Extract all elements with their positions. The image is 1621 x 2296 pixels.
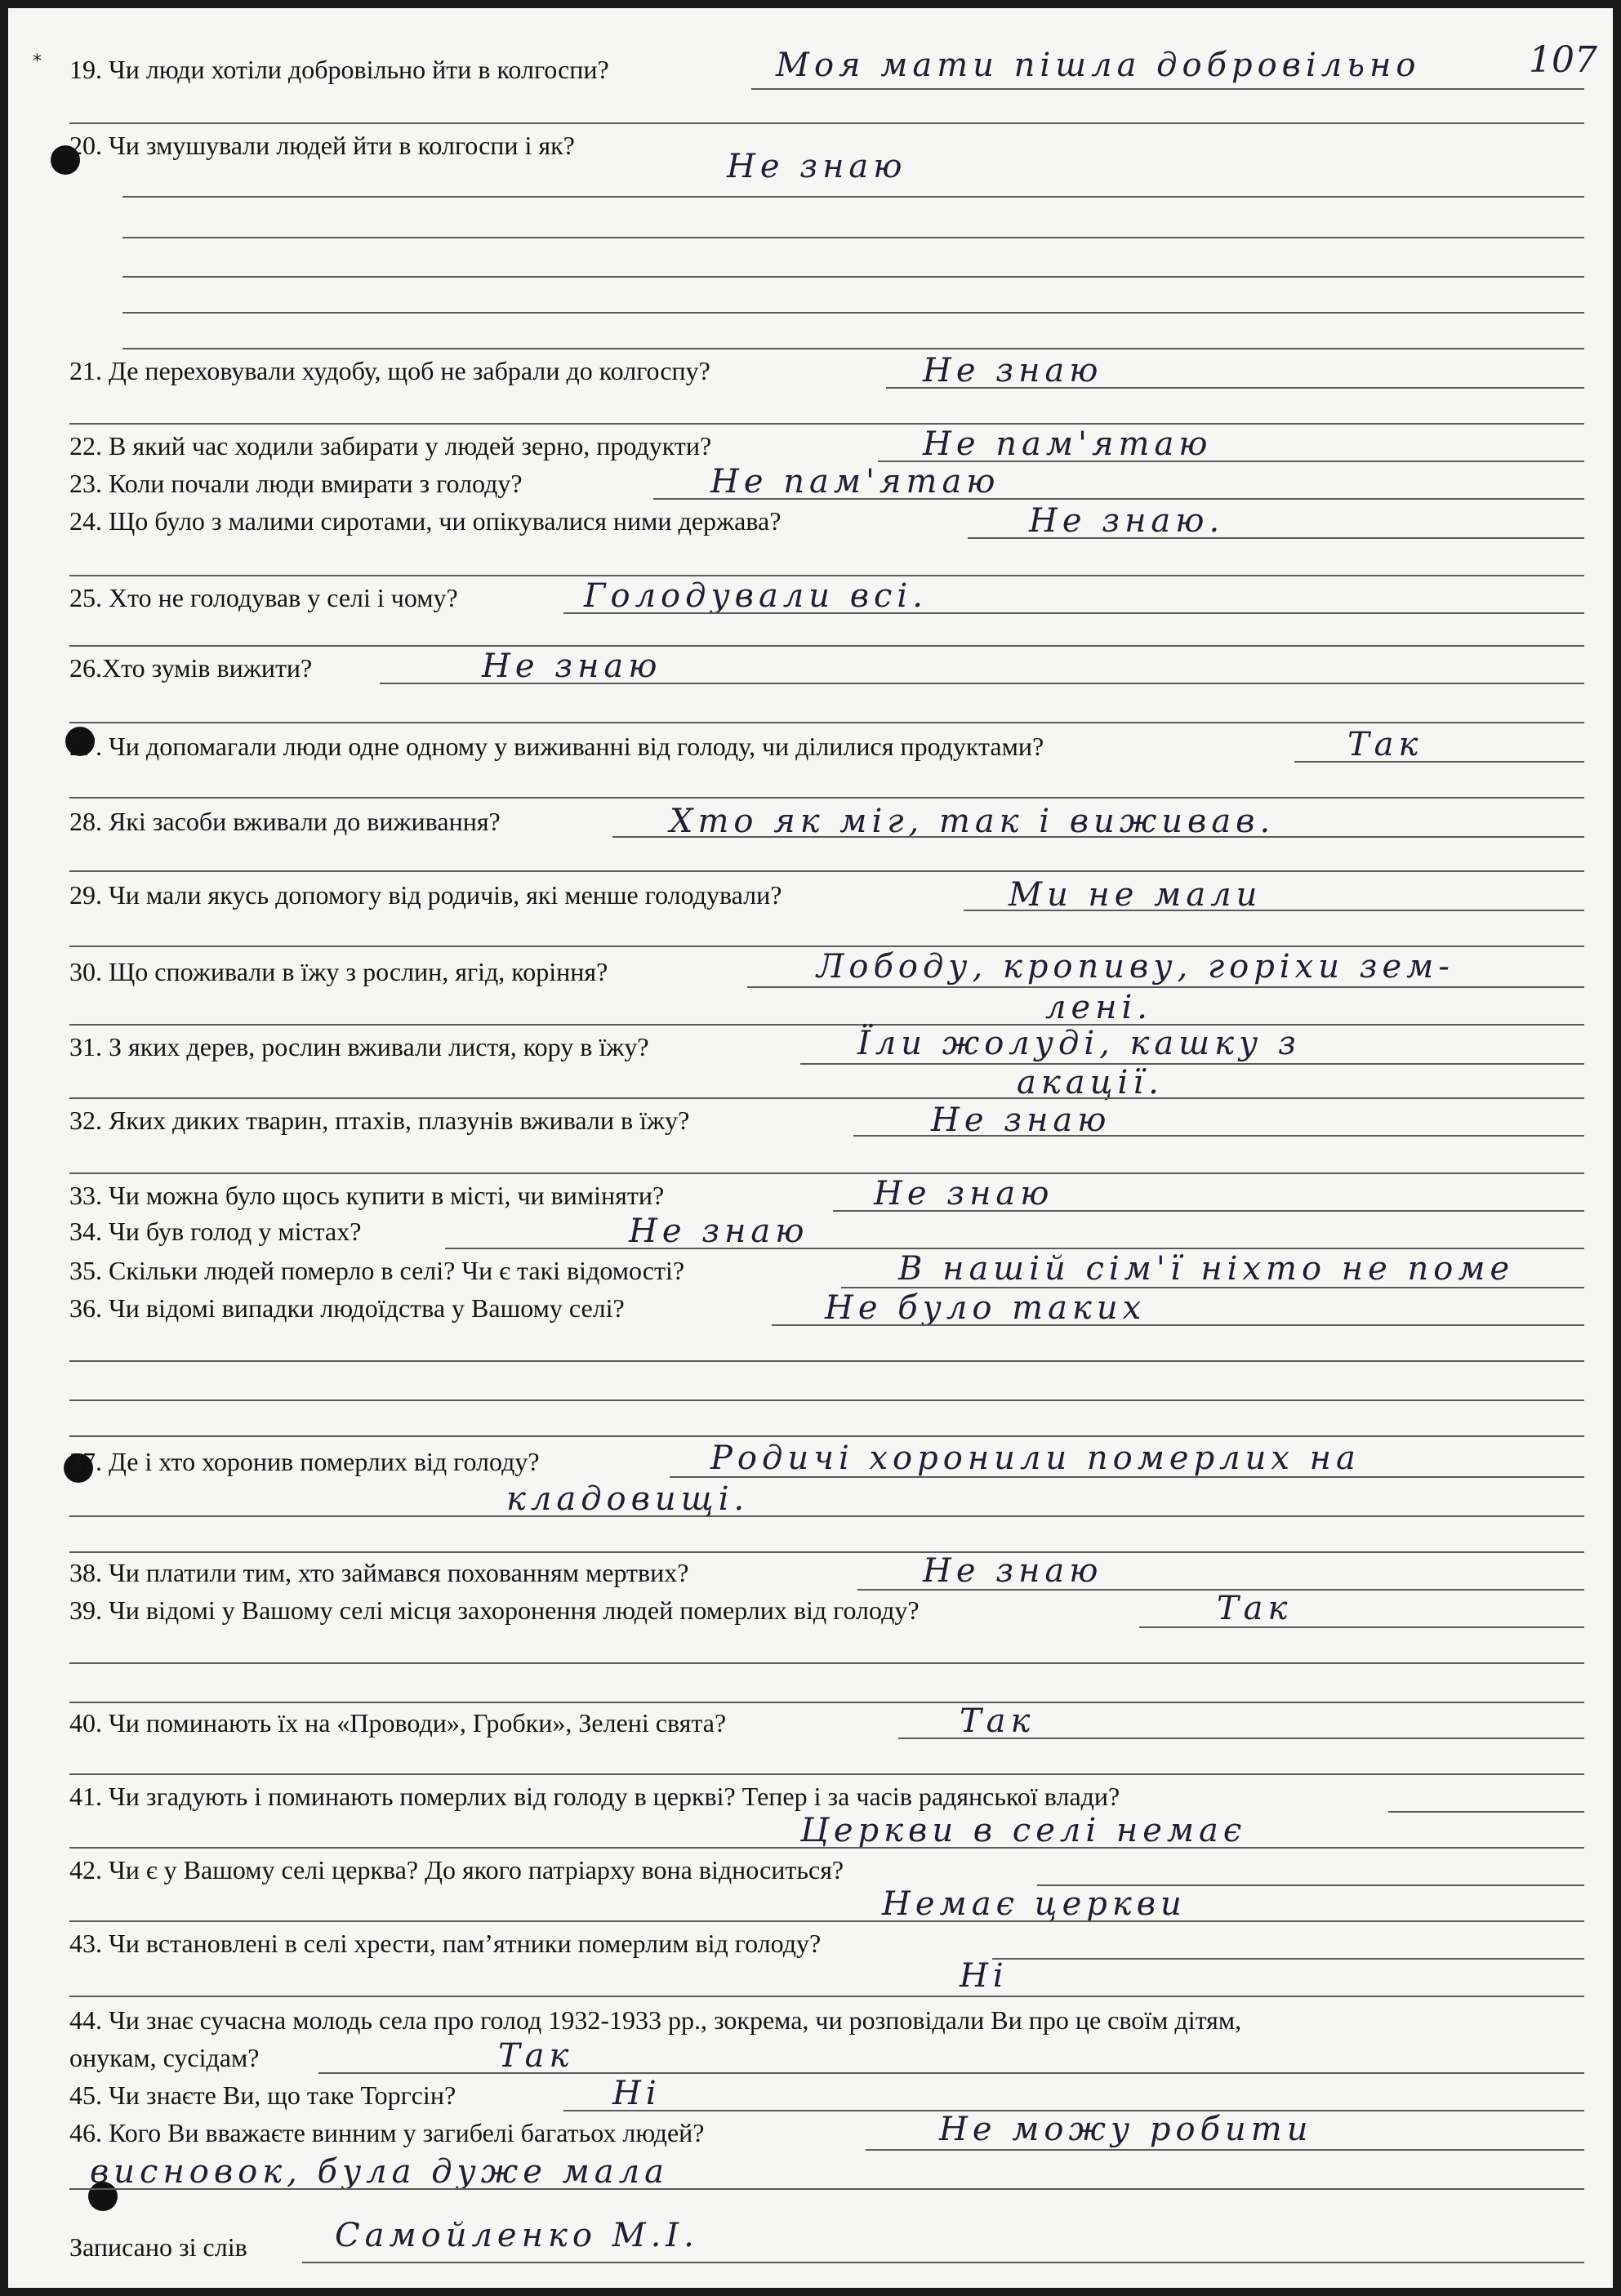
answer-46-line2: висновок, була дуже мала <box>90 2153 669 2191</box>
answer-line <box>69 122 1584 124</box>
question-41: 41. Чи згадують і поминають померлих від голоду в церкві? Тепер і за часів радянської влади? <box>69 1782 1120 1811</box>
answer-23: Не пам'ятаю <box>710 463 1000 501</box>
respondent-name: Самойленко М.І. <box>335 2217 699 2254</box>
answer-30-line2: лені. <box>1045 989 1152 1026</box>
answer-line <box>69 1662 1584 1664</box>
answer-line <box>69 1172 1584 1174</box>
corner-mark: ⁎ <box>33 46 42 66</box>
question-39: 39. Чи відомі у Вашому селі місця захоронення людей померлих від голоду? <box>69 1595 920 1625</box>
answer-line <box>800 1063 1584 1065</box>
answer-line <box>69 1435 1584 1437</box>
answer-line <box>122 196 1584 198</box>
answer-29: Ми не мали <box>1009 876 1263 914</box>
answer-19: Моя мати пішла добровільно <box>776 47 1421 84</box>
question-23: 23. Коли почали люди вмирати з голоду? <box>69 469 523 498</box>
question-30: 30. Що споживали в їжу з рослин, ягід, коріння? <box>69 957 608 986</box>
answer-24: Не знаю. <box>1029 502 1225 540</box>
question-26: 26.Хто зумів вижити? <box>69 653 313 683</box>
question-20: 20. Чи змушували людей йти в колгоспи і як? <box>69 131 575 160</box>
question-22: 22. В який час ходили забирати у людей зерно, продукти? <box>69 431 712 461</box>
question-44-line2: онукам, сусідам? <box>69 2043 260 2072</box>
answer-22: Не пам'ятаю <box>923 425 1213 463</box>
question-45: 45. Чи знаєте Ви, що таке Торгсін? <box>69 2080 456 2110</box>
answer-28: Хто як міг, так і виживав. <box>670 803 1276 840</box>
answer-42: Немає церкви <box>882 1885 1187 1923</box>
answer-line <box>1388 1811 1584 1813</box>
answer-line <box>69 1996 1584 1997</box>
answer-line <box>69 2188 1584 2190</box>
answer-35: В нашій сім'ї ніхто не поме <box>898 1250 1515 1288</box>
answer-line <box>992 1958 1584 1960</box>
question-31: 31. З яких дерев, рослин вживали листя, кору в їжу? <box>69 1032 649 1061</box>
answer-line <box>69 1773 1584 1775</box>
answer-line <box>380 683 1584 684</box>
answer-21: Не знаю <box>923 352 1103 389</box>
answer-40: Так <box>960 1702 1035 1740</box>
answer-36: Не було таких <box>825 1289 1147 1327</box>
question-25: 25. Хто не голодував у селі і чому? <box>69 583 458 612</box>
answer-line <box>968 537 1584 539</box>
answer-line <box>653 498 1584 500</box>
question-35: 35. Скільки людей померло в селі? Чи є такі відомості? <box>69 1256 685 1285</box>
answer-line <box>122 237 1584 238</box>
answer-34: Не знаю <box>629 1213 809 1250</box>
answer-line <box>69 797 1584 799</box>
answer-line <box>69 1847 1584 1849</box>
answer-line <box>866 2149 1584 2151</box>
answer-line <box>772 1324 1584 1326</box>
question-27: 27. Чи допомагали люди одне одному у виживанні від голоду, чи ділилися продуктами? <box>69 732 1044 761</box>
answer-41: Церкви в селі немає <box>800 1812 1247 1849</box>
question-40: 40. Чи поминають їх на «Проводи», Гробки», Зелені свята? <box>69 1708 727 1738</box>
question-36: 36. Чи відомі випадки людоїдства у Вашому селі? <box>69 1293 625 1323</box>
recorded-from-label: Записано зі слів <box>69 2232 247 2262</box>
answer-line <box>69 1551 1584 1553</box>
answer-line <box>853 1135 1584 1137</box>
answer-line <box>122 312 1584 314</box>
answer-line <box>964 910 1584 911</box>
answer-line <box>886 387 1584 389</box>
question-33: 33. Чи можна було щось купити в місті, чи виміняти? <box>69 1181 665 1210</box>
answer-line <box>898 1738 1584 1739</box>
answer-line <box>318 2072 1584 2074</box>
answer-line <box>69 1702 1584 1703</box>
answer-32: Не знаю <box>931 1101 1111 1139</box>
question-46: 46. Кого Ви вважаєте винним у загибелі багатьох людей? <box>69 2118 705 2147</box>
answer-39: Так <box>1217 1590 1293 1627</box>
answer-line <box>751 88 1584 90</box>
answer-27: Так <box>1347 726 1423 763</box>
answer-line <box>833 1210 1584 1212</box>
answer-line <box>69 423 1584 425</box>
answer-20: Не знаю <box>727 148 907 185</box>
answer-38: Не знаю <box>923 1552 1103 1590</box>
answer-line <box>69 1399 1584 1401</box>
answer-line <box>122 348 1584 349</box>
answer-37-line2: кладовищі. <box>506 1480 750 1518</box>
answer-30-line1: Лободу, кропиву, горіхи зем- <box>817 948 1454 986</box>
answer-44: Так <box>498 2037 574 2075</box>
answer-line <box>1294 761 1584 763</box>
question-38: 38. Чи платили тим, хто займався похованням мертвих? <box>69 1558 689 1587</box>
question-43: 43. Чи встановлені в селі хрести, пам’ятники померлим від голоду? <box>69 1929 822 1958</box>
answer-line <box>1139 1626 1584 1628</box>
answer-line <box>69 722 1584 723</box>
answer-line <box>69 645 1584 647</box>
answer-25: Голодували всі. <box>584 577 928 615</box>
answer-line <box>69 1360 1584 1362</box>
answer-line <box>563 612 1584 614</box>
answer-31-line1: Їли жолуді, кашку з <box>857 1025 1301 1062</box>
answer-line <box>69 870 1584 872</box>
question-42: 42. Чи є у Вашому селі церква? До якого патріарху вона відноситься? <box>69 1855 844 1884</box>
answer-46-line1: Не можу робити <box>939 2111 1313 2148</box>
question-21: 21. Де переховували худобу, щоб не забрали до колгоспу? <box>69 356 710 385</box>
answer-33: Не знаю <box>874 1175 1054 1213</box>
answer-43: Ні <box>960 1957 1009 1995</box>
question-24: 24. Що було з малими сиротами, чи опікувалися ними держава? <box>69 506 782 536</box>
question-44-line1: 44. Чи знає сучасна молодь села про голод 1932-1933 рр., зокрема, чи розповідали Ви про це своїм дітям, <box>69 2005 1242 2035</box>
answer-line <box>612 836 1584 838</box>
answer-line <box>69 1097 1584 1099</box>
answer-line <box>69 1515 1584 1517</box>
answer-37-line1: Родичі хоронили померлих на <box>710 1439 1360 1477</box>
page-number: 107 <box>1529 39 1597 81</box>
question-28: 28. Які засоби вживали до виживання? <box>69 807 501 836</box>
answer-line <box>69 1024 1584 1026</box>
answer-line <box>302 2262 1584 2263</box>
question-34: 34. Чи був голод у містах? <box>69 1217 362 1246</box>
answer-26: Не знаю <box>482 647 662 685</box>
answer-line <box>747 986 1584 988</box>
question-32: 32. Яких диких тварин, птахів, плазунів вживали в їжу? <box>69 1106 690 1135</box>
question-29: 29. Чи мали якусь допомогу від родичів, які менше голодували? <box>69 880 782 910</box>
answer-45: Ні <box>612 2075 661 2112</box>
answer-line <box>69 1920 1584 1922</box>
answer-line <box>670 1476 1584 1478</box>
question-37: 37. Де і хто хоронив померлих від голоду? <box>69 1447 540 1476</box>
answer-line <box>122 276 1584 278</box>
question-19: 19. Чи люди хотіли добровільно йти в колгоспи? <box>69 55 609 84</box>
questionnaire-page <box>8 8 1613 2288</box>
answer-31-line2: акації. <box>1017 1064 1164 1101</box>
